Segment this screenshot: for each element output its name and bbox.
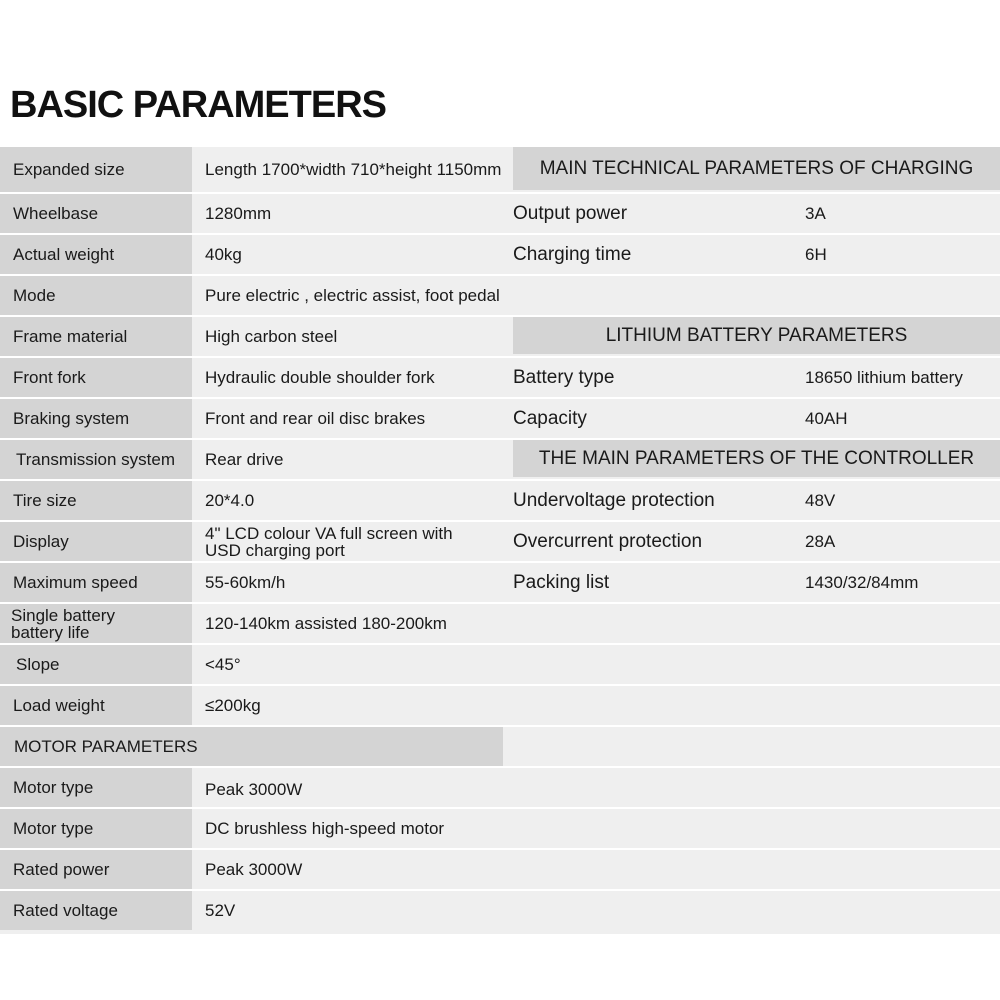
table-row [0,520,1000,561]
param-label: Front fork [0,358,192,397]
param-value: Rear drive [205,450,284,469]
param-label: Mode [0,276,192,315]
param-value: High carbon steel [205,327,338,346]
param-label: Packing list [513,571,610,593]
table-row [0,848,1000,889]
param-label: Undervoltage protection [513,489,715,511]
param-label: Rated power [0,850,192,889]
param-label: Capacity [513,407,587,429]
param-value: 3A [805,203,826,223]
table-row [0,479,1000,520]
param-label: Maximum speed [0,563,192,602]
table-row [0,145,1000,192]
param-label: Actual weight [0,235,192,274]
param-label: Motor type [0,809,192,848]
param-label: Charging time [513,243,632,265]
param-label: Overcurrent protection [513,530,703,552]
param-value: 55-60km/h [205,573,286,592]
table-row [0,192,1000,233]
table-row [0,684,1000,725]
table-row [0,233,1000,274]
table-row [0,725,1000,766]
table-row [0,438,1000,479]
param-value: 1430/32/84mm [805,572,919,592]
param-value: Pure electric , electric assist, foot pedal [205,286,500,305]
param-label: Rated voltage [0,891,192,930]
param-value: 120-140km assisted 180-200km [205,614,447,633]
param-label: Single battery battery life [0,604,192,643]
param-label: Frame material [0,317,192,356]
param-label: Slope [0,645,192,684]
param-value: ≤200kg [205,696,261,715]
param-label: Expanded size [0,147,192,192]
param-value: 20*4.0 [205,491,255,510]
table-row [0,643,1000,684]
param-label: Transmission system [0,440,192,479]
section-heading-charging: MAIN TECHNICAL PARAMETERS OF CHARGING [513,147,1000,190]
param-value: 48V [805,490,836,510]
param-value: 40kg [205,245,242,264]
param-value: Front and rear oil disc brakes [205,409,426,428]
page-title: BASIC PARAMETERS [10,84,386,126]
param-value: 28A [805,531,836,551]
param-label: Braking system [0,399,192,438]
param-value: 4" LCD colour VA full screen with USD charging port [205,523,453,560]
table-row [0,602,1000,643]
param-label: Display [0,522,192,561]
param-label: Tire size [0,481,192,520]
param-value: 6H [805,244,827,264]
table-row [0,766,1000,807]
param-value: Length 1700*width 710*height 1150mm [205,160,502,179]
section-heading-motor: MOTOR PARAMETERS [0,727,503,766]
param-label: Motor type [0,768,192,807]
param-label: Battery type [513,366,615,388]
param-value: <45° [205,655,241,674]
param-label: Output power [513,202,628,224]
param-label: Load weight [0,686,192,725]
param-value: DC brushless high-speed motor [205,819,445,838]
param-value: Hydraulic double shoulder fork [205,368,435,387]
section-heading-battery: LITHIUM BATTERY PARAMETERS [513,317,1000,354]
table-row [0,356,1000,397]
table-row [0,561,1000,602]
table-row [0,274,1000,315]
param-value: Peak 3000W [205,780,303,799]
param-label: Wheelbase [0,194,192,233]
table-row [0,889,1000,930]
table-row [0,807,1000,848]
param-value: 40AH [805,408,848,428]
param-value: 18650 lithium battery [805,367,963,387]
table-row [0,397,1000,438]
param-value: 52V [205,901,236,920]
table-row [0,315,1000,356]
section-heading-controller: THE MAIN PARAMETERS OF THE CONTROLLER [513,440,1000,477]
param-value: Peak 3000W [205,860,303,879]
param-value: 1280mm [205,204,272,223]
